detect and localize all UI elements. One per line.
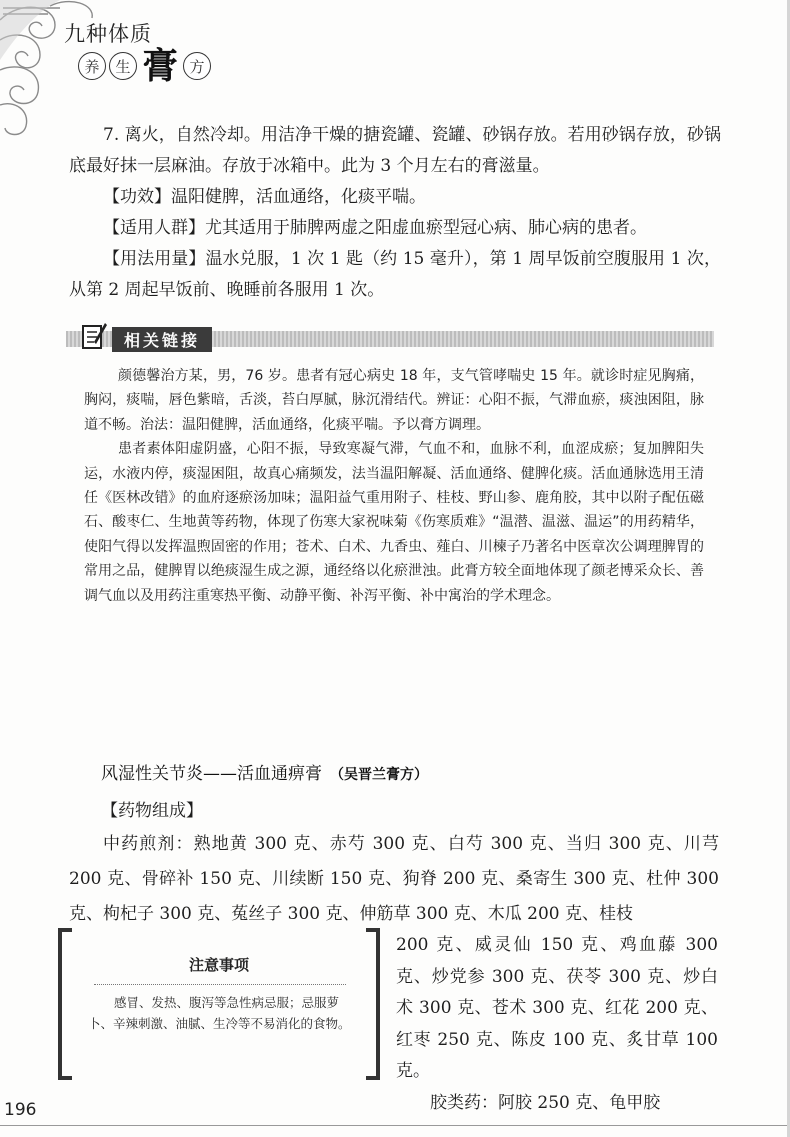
case-paragraph-2: 患者素体阳虚阴盛，心阳不振，导致寒凝气滞，气血不和，血脉不利，血涩成瘀；复加脾阳失运，水液内停，痰湿困阻，故真心痛频发，法当温阳解凝、活血通络、健脾化痰。活血通脉选用王清任《医林改错》的血府逐瘀汤加味；温阳益气重用附子、桂枝、野山参、鹿角胶，其中以附子配伍磁石、酸枣仁、生地黄等药物，体现了伤寒大家祝味菊《伤寒质难》“温潜、温滋、温运”的用药精华，使阳气得以发挥温煦固密的作用；苍术、白术、九香虫、薤白、川楝子乃著名中医章次公调理脾胃的常用之品，健脾胃以绝痰湿生成之源，通经络以化瘀泄浊。此膏方较全面地体现了颜老博采众长、善调气血以及用药注重寒热平衡、动静平衡、补泻平衡、补中寓治的学术理念。: [84, 441, 704, 604]
title-char-seal: 生: [109, 52, 137, 80]
recipe-heading: [101, 759, 428, 784]
page-number: 196: [4, 1100, 37, 1120]
left-bracket: [58, 928, 72, 1080]
decoction-text-continued: 200 克、威灵仙 150 克、鸡血藤 300 克、炒党参 300 克、茯苓 300 克、炒白术 300 克、苍术 300 克、红花 200 克、红枣 250 克、陈皮 100 克、炙甘草 100 克。: [396, 935, 718, 1081]
step-7-paragraph: 7. 离火，自然冷却。用洁净干燥的搪瓷罐、瓷罐、砂锅存放。若用砂锅存放，砂锅底最好抹一层麻油。存放于冰箱中。此为 3 个月左右的膏滋量。: [69, 125, 721, 176]
efficacy-paragraph: 【功效】温阳健脾，活血通络，化痰平喘。: [103, 187, 426, 207]
bottom-rule: [0, 1125, 790, 1126]
recipe-heading-source: （吴晋兰膏方）: [330, 767, 428, 783]
pen-notebook-icon: [80, 320, 108, 350]
title-char-seal: 养: [78, 52, 106, 80]
usage-paragraph: 【用法用量】温水兑服，1 次 1 匙（约 15 毫升），第 1 周早饭前空腹服用 1 次，从第 2 周起早饭前、晚睡前各服用 1 次。: [69, 249, 721, 300]
related-links-banner: [66, 326, 714, 352]
precautions-text: 感冒、发热、腹泻等急性病忌服；忌服萝卜、辛辣刺激、油腻、生冷等不易消化的食物。: [88, 995, 351, 1031]
banner-label: 相关链接: [112, 327, 212, 352]
preparation-section: [69, 120, 721, 306]
glue-text: 胶类药：阿胶 250 克、龟甲胶: [430, 1092, 661, 1113]
case-paragraph-1: 颜德馨治方某，男，76 岁。患者有冠心病史 18 年，支气管哮喘史 15 年。就诊时症见胸痛，胸闷，痰喘，唇色紫暗，舌淡，苔白厚腻，脉沉滑结代。辨证：心阳不振，气滞血瘀，痰浊困阻，脉道不畅。治法：温阳健脾，活血通络，化痰平喘。予以膏方调理。: [84, 368, 704, 433]
case-study: [84, 364, 704, 608]
decoction-continued: [396, 930, 718, 1119]
precautions-title: 注意事项: [188, 956, 249, 974]
right-bracket: [366, 928, 380, 1080]
population-paragraph: 【适用人群】尤其适用于肺脾两虚之阳虚血瘀型冠心病、肺心病的患者。: [103, 218, 647, 238]
composition-title: 【药物组成】: [101, 801, 203, 821]
decoction-paragraph: [69, 827, 719, 932]
book-title: [78, 45, 211, 87]
title-char-large: 膏: [142, 45, 179, 87]
precautions-box: [58, 928, 380, 1080]
recipe-heading-main: 风湿性关节炎——活血通痹膏: [101, 764, 322, 784]
dotted-divider: [94, 984, 346, 985]
decoction-text: 中药煎剂：熟地黄 300 克、赤芍 300 克、白芍 300 克、当归 300 克、川芎 200 克、骨碎补 150 克、川续断 150 克、狗脊 200 克、桑寄生 300 克、杜仲 300 克、枸杞子 300 克、菟丝子 300 克、伸筋草 300 克、木瓜 200 克、桂枝: [69, 834, 719, 924]
series-title: 九种体质: [64, 22, 152, 46]
title-char-seal: 方: [183, 52, 211, 80]
